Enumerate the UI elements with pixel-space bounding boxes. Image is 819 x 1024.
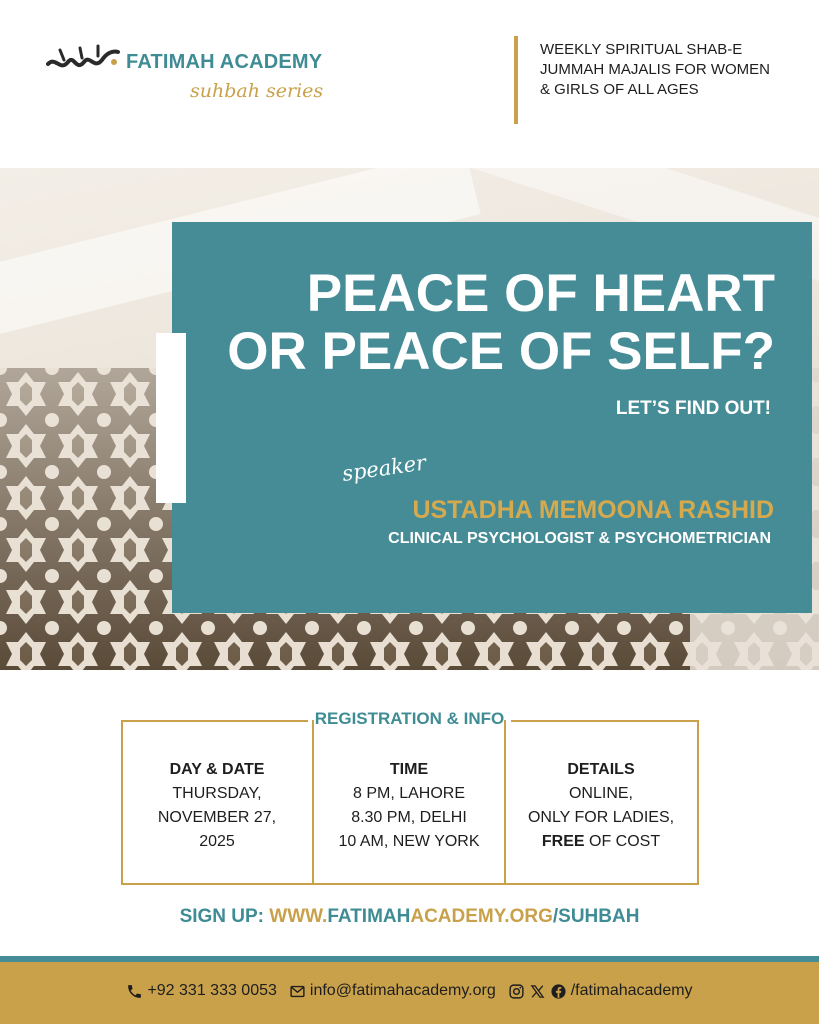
date-line: 2025 (199, 833, 235, 850)
phone-icon (126, 983, 143, 1000)
free-word: FREE (541, 833, 585, 850)
x-icon (529, 983, 546, 1000)
date-column (122, 758, 312, 854)
time-column (314, 758, 504, 854)
time-heading: TIME (389, 761, 429, 778)
email-contact[interactable] (289, 982, 496, 1000)
footer-contacts (0, 982, 819, 1000)
series-description: WEEKLY SPIRITUAL SHAB-E JUMMAH MAJALIS FOR WOMEN & GIRLS OF ALL AGES (540, 41, 771, 98)
event-title (227, 265, 775, 381)
signup-label: SIGN UP: (179, 906, 270, 927)
accent-bar (156, 333, 186, 503)
date-line: NOVEMBER 27, (157, 809, 277, 826)
time-line: 10 AM, NEW YORK (338, 833, 480, 850)
details-line: ONLY FOR LADIES, (527, 809, 675, 826)
social-contact[interactable] (508, 982, 693, 1000)
signup-url-part: / (552, 906, 559, 927)
details-line: ONLINE, (568, 785, 633, 802)
date-heading: DAY & DATE (169, 761, 265, 778)
phone-contact[interactable] (126, 982, 276, 1000)
speaker-name: USTADHA MEMOONA RASHID (412, 496, 774, 524)
speaker-label: speaker (340, 450, 428, 486)
signup-line (0, 906, 819, 928)
registration-title: REGISTRATION & INFO (308, 709, 512, 728)
speaker-role: CLINICAL PSYCHOLOGIST & PSYCHOMETRICIAN (388, 530, 771, 547)
mail-icon (289, 983, 306, 1000)
event-title-line-1: PEACE OF HEART (306, 264, 775, 323)
facebook-icon (550, 983, 567, 1000)
details-column (506, 758, 696, 854)
academy-logo-icon (46, 42, 122, 80)
email-address: info@fatimahacademy.org (309, 982, 496, 999)
signup-url-part: SUHBAH (558, 906, 640, 927)
signup-url-part: ACADEMY.ORG (410, 906, 553, 927)
instagram-icon (508, 983, 525, 1000)
event-subtitle: LET’S FIND OUT! (615, 398, 771, 419)
signup-url-part: FATIMAH (327, 906, 411, 927)
header (0, 0, 819, 168)
cost-text: OF COST (584, 833, 661, 850)
social-handle: /fatimahacademy (570, 982, 693, 999)
brand-name: FATIMAH ACADEMY (126, 51, 323, 73)
phone-number: +92 331 333 0053 (147, 982, 277, 999)
details-heading: DETAILS (567, 761, 635, 778)
brand-tagline: suhbah series (190, 80, 324, 102)
event-title-line-2: OR PEACE OF SELF? (227, 322, 775, 381)
date-line: THURSDAY, (172, 785, 262, 802)
signup-url-part: WWW. (269, 906, 328, 927)
details-cost-line (506, 830, 696, 854)
time-line: 8.30 PM, DELHI (351, 809, 467, 826)
signup-url[interactable] (269, 906, 639, 927)
registration-title-wrap (0, 709, 819, 729)
header-divider (514, 36, 518, 124)
time-line: 8 PM, LAHORE (352, 785, 466, 802)
